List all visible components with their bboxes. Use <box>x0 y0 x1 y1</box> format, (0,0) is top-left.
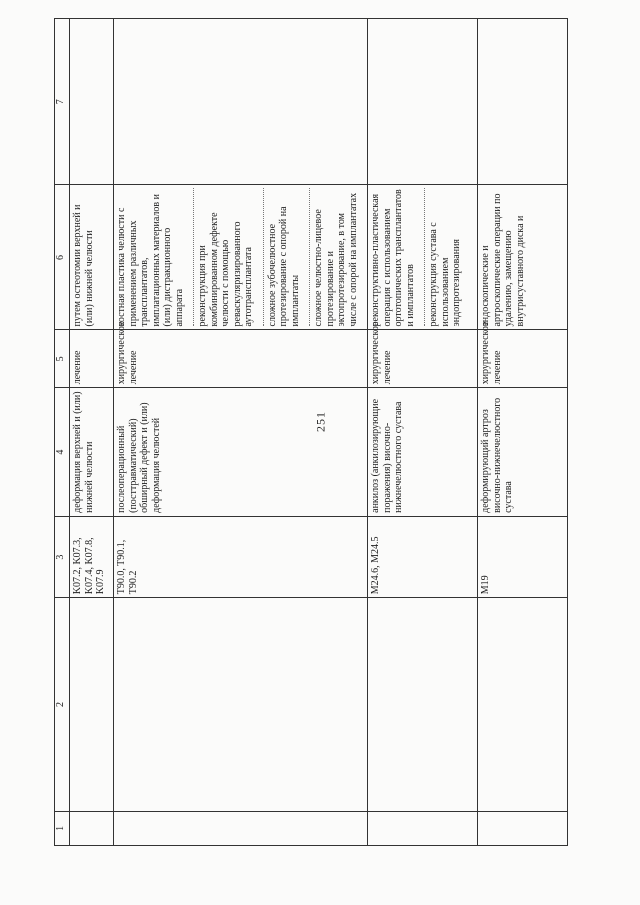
cell-method: путем остеотомии верхней и (или) нижней челюсти <box>70 185 114 330</box>
method-item: сложное зубочелюстное протезирование с опорой на имплантаты <box>263 188 302 326</box>
table-row <box>114 19 368 846</box>
cell-method: эндоскопические и артроскопические операции по удалению, замещению внутрисуставного диска и <box>478 185 568 330</box>
cell-profile <box>368 598 478 812</box>
cell-code: M19 <box>478 516 568 597</box>
column-number: 6 <box>55 185 70 330</box>
column-number: 4 <box>55 388 70 517</box>
column-number: 1 <box>55 811 70 845</box>
cell-treatment: хирургическое лечение <box>478 330 568 388</box>
cell-cost <box>70 19 114 185</box>
method-item: реконструкция при комбинированном дефекте челюсти с помощью реваскуляризированного аутотрансплантата <box>193 188 255 326</box>
cell-number <box>70 811 114 845</box>
cell-number <box>114 811 368 845</box>
column-number: 7 <box>55 19 70 185</box>
cell-diagnosis: деформация верхней и (или) нижней челюсти <box>70 388 114 517</box>
method-item: реконструкция сустава с использованием эндопротезирования <box>424 188 463 326</box>
cell-number <box>478 811 568 845</box>
cell-profile <box>70 598 114 812</box>
cell-diagnosis: анкилоз (анкилозирующие поражения) височно-нижнечелюстного сустава <box>368 388 478 517</box>
cell-number <box>368 811 478 845</box>
cell-methods <box>368 185 478 330</box>
cell-code: M24.6, M24.5 <box>368 516 478 597</box>
cell-code: K07.2, K07.3, K07.4, K07.8, K07.9 <box>70 516 114 597</box>
column-number: 5 <box>55 330 70 388</box>
method-item: костная пластика челюсти с применением различных трансплантатов, имплатационных материалов и (или) дистракционного аппарата <box>116 194 185 327</box>
cell-code: T90.0, T90.1, T90.2 <box>114 516 368 597</box>
cell-cost <box>114 19 368 185</box>
cell-diagnosis: деформирующий артроз височно-нижнечелюстного сустава <box>478 388 568 517</box>
procedures-table <box>54 18 568 846</box>
table-row <box>478 19 568 846</box>
column-number-row <box>55 19 70 846</box>
cell-methods <box>114 185 368 330</box>
cell-treatment: хирургическое лечение <box>114 330 368 388</box>
column-number: 2 <box>55 598 70 812</box>
cell-diagnosis: послеоперационный (посттравматический) обширный дефект и (или) деформация челюстей <box>114 388 368 517</box>
column-number: 3 <box>55 516 70 597</box>
table-row <box>70 19 114 846</box>
method-item: реконструктивно-пластическая операция с использованием ортотопических трансплантатов и имплантатов <box>370 189 416 327</box>
cell-profile <box>478 598 568 812</box>
cell-profile <box>114 598 368 812</box>
cell-cost <box>478 19 568 185</box>
table-row <box>368 19 478 846</box>
page-number: 251 <box>313 411 328 432</box>
cell-treatment: хирургическое лечение <box>368 330 478 388</box>
cell-cost <box>368 19 478 185</box>
rotated-page-content <box>54 18 588 846</box>
cell-treatment: лечение <box>70 330 114 388</box>
method-item: сложное челюстно-лицевое протезирование и эктопротезирование, в том числе с опорой на имплантатах <box>309 188 359 326</box>
